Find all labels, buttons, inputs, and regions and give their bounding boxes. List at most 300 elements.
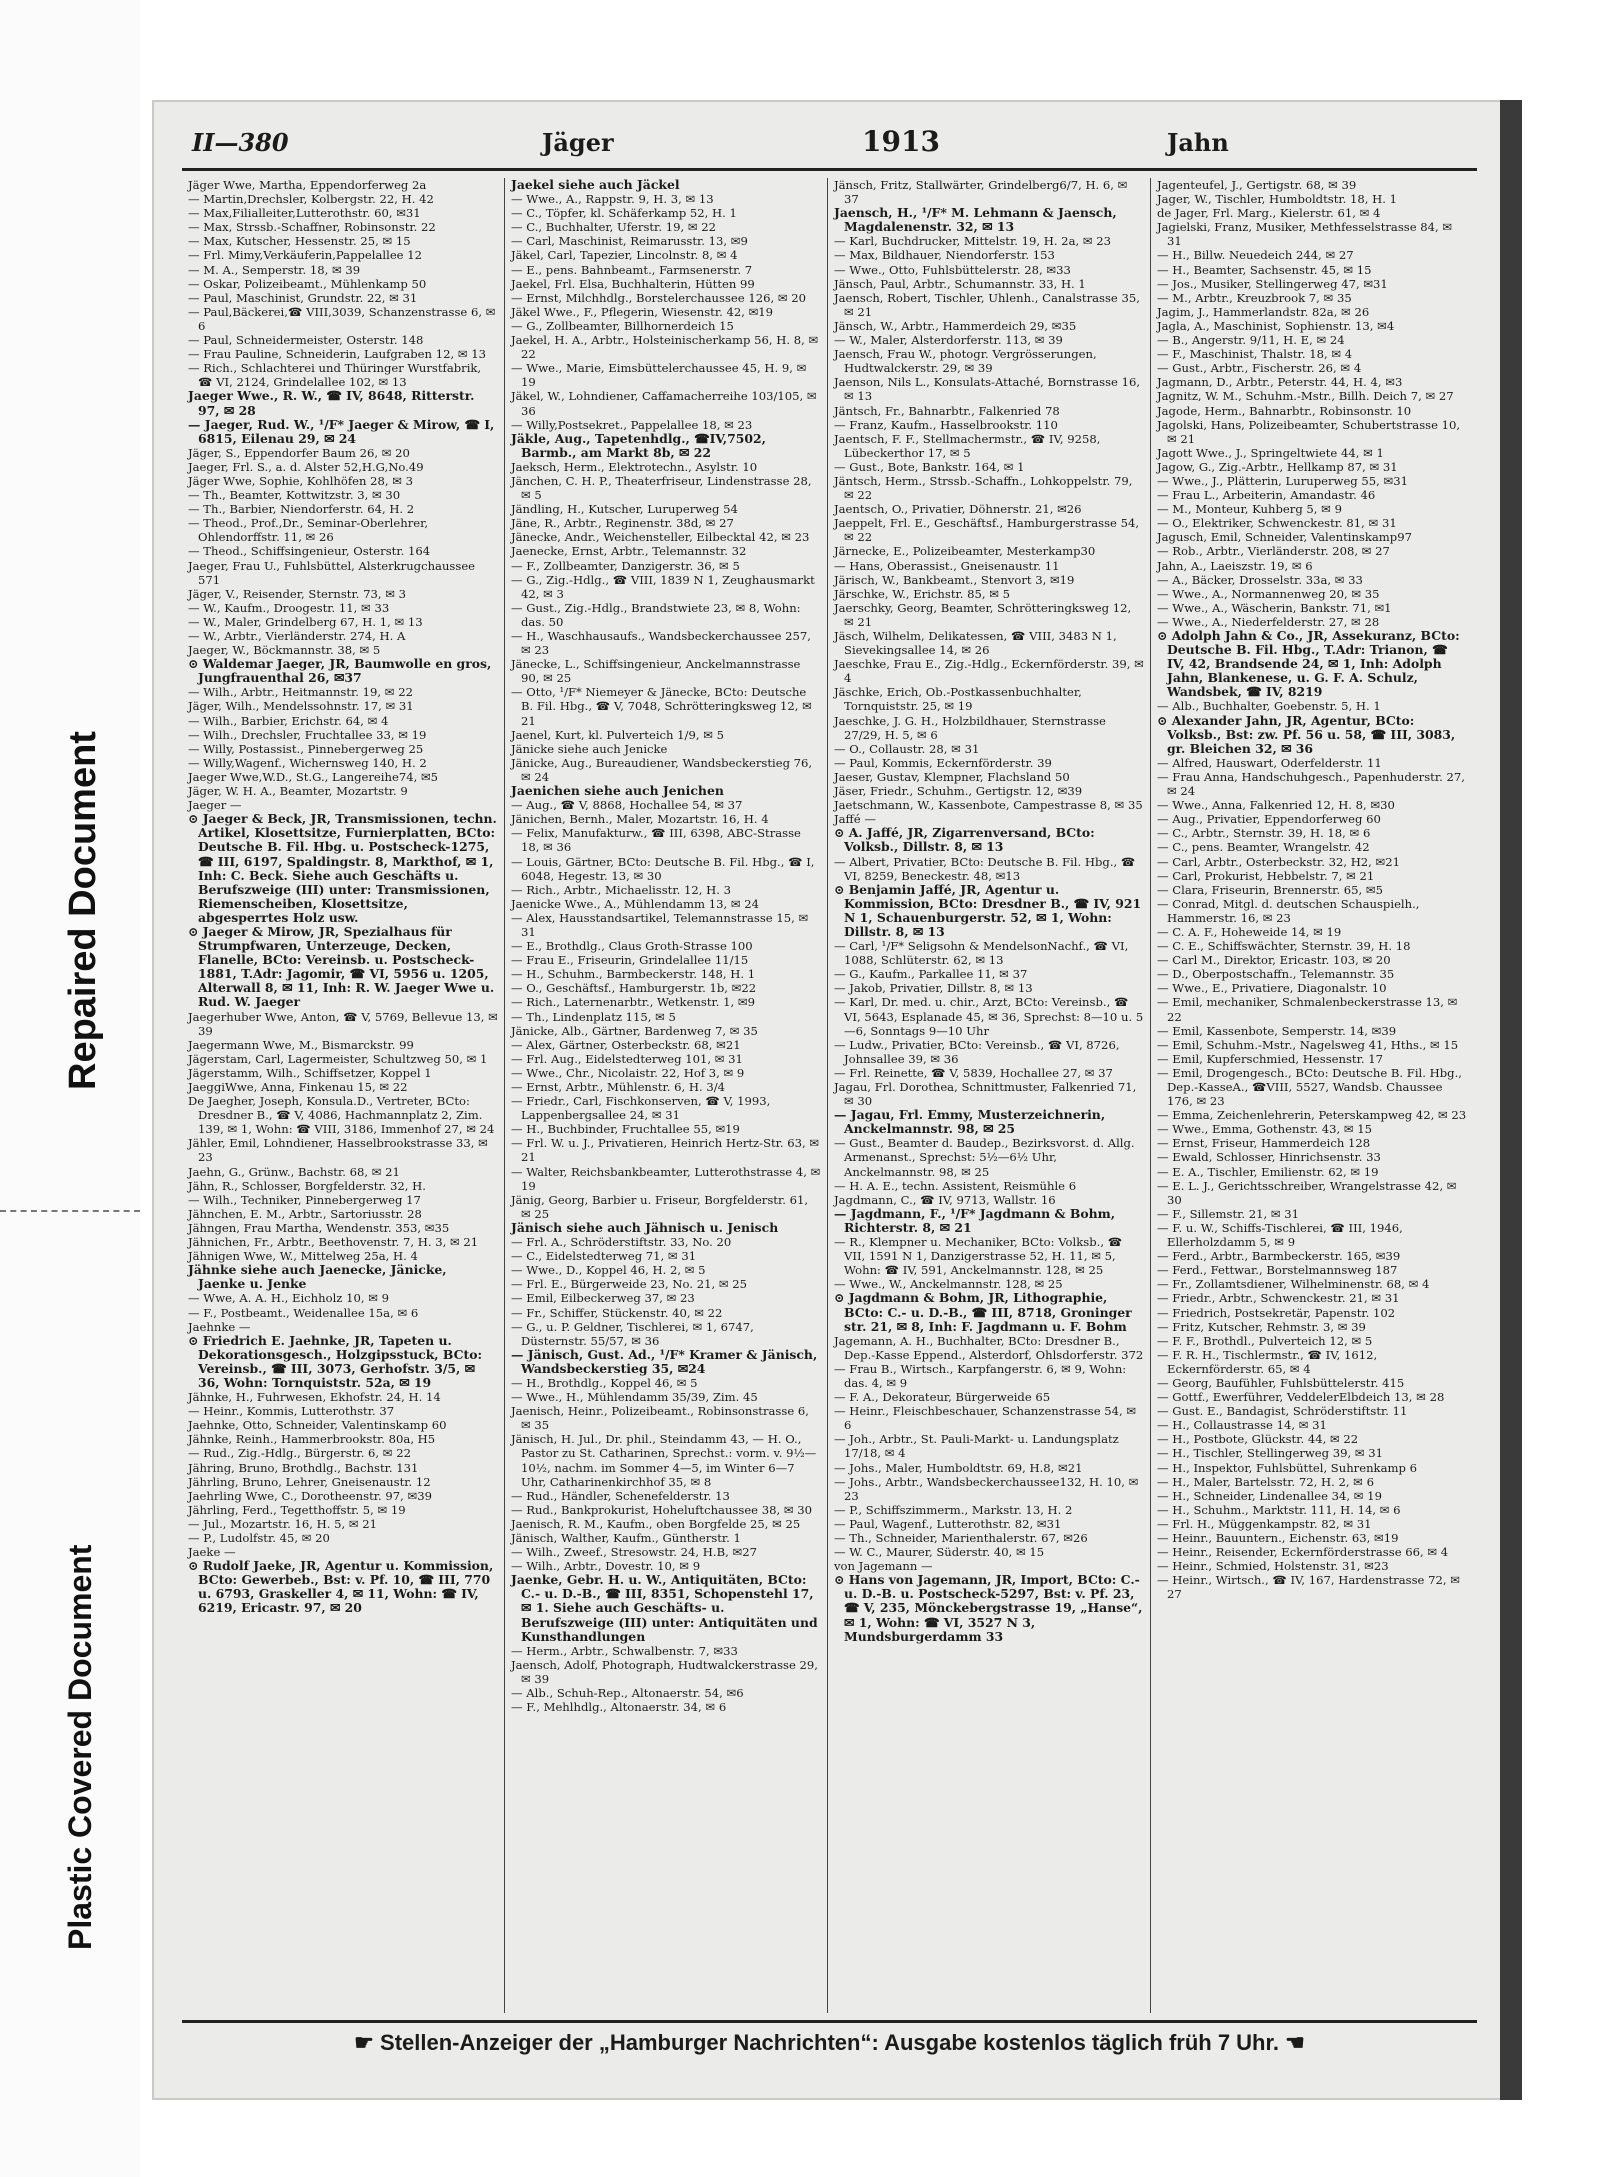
directory-entry: — W., Arbtr., Vierländerstr. 274, H. A	[188, 629, 406, 643]
directory-entry: — Gust., Bote, Bankstr. 164, ✉ 1	[834, 459, 1025, 474]
directory-entry: — M., Monteur, Kuhberg 5, ✉ 9	[1157, 502, 1342, 517]
directory-entry: — Carl, Arbtr., Osterbeckstr. 32, H2, ✉21	[1157, 854, 1401, 869]
directory-entry: — Jaeger, Rud. W., ¹/F* Jaeger & Mirow, ☎ I, 6815, Eilenau 29, ✉ 24	[188, 416, 495, 446]
directory-entry: — Wwe., Emma, Gothenstr. 43, ✉ 15	[1157, 1122, 1372, 1137]
directory-entry: — Johs., Maler, Humboldtstr. 69, H.8, ✉21	[834, 1460, 1083, 1475]
directory-entry: Jähnke, Reinh., Hammerbrookstr. 80a, H5	[188, 1432, 436, 1447]
directory-entry: Jaenisch, R. M., Kaufm., oben Borgfelde 25, ✉ 25	[511, 1516, 801, 1531]
directory-entry: Jäger, V., Reisender, Sternstr. 73, ✉ 3	[188, 586, 406, 601]
directory-entry: — Frau Anna, Handschuhgesch., Papenhuderstr. 27, ✉ 24	[1157, 769, 1465, 799]
directory-entry: Järschke, W., Erichstr. 85, ✉ 5	[834, 586, 1011, 601]
directory-entry: Jäntsch, Herm., Strssb.-Schaffn., Lohkoppelstr. 79, ✉ 22	[834, 473, 1133, 503]
directory-entry: Jänichen, Bernh., Maler, Mozartstr. 16, H. 4	[511, 812, 769, 827]
directory-entry: — Rud., Bankprokurist, Hoheluftchaussee 38, ✉ 30	[511, 1502, 813, 1517]
directory-entry: Jäsch, Wilhelm, Delikatessen, ☎ VIII, 3483 N 1, Sievekingsallee 14, ✉ 26	[834, 629, 1117, 658]
directory-entry: — Wilh., Zweef., Stresowstr. 24, H.B, ✉27	[511, 1545, 757, 1560]
directory-entry: — Herm., Arbtr., Schwalbenstr. 7, ✉33	[511, 1643, 738, 1658]
page-number: II—380	[192, 128, 289, 157]
directory-entry: Jaeke —	[188, 1545, 236, 1560]
directory-entry: — Wwe., A., Niederfelderstr. 27, ✉ 28	[1157, 614, 1380, 629]
directory-entry: — Wwe., Marie, Eimsbüttelerchaussee 45, H. 9, ✉ 19	[511, 361, 807, 390]
directory-entry: — Wwe., A., Rappstr. 9, H. 3, ✉ 13	[511, 192, 714, 207]
directory-entry: — H., Postbote, Glückstr. 44, ✉ 22	[1157, 1432, 1359, 1447]
directory-entry: — Karl, Buchdrucker, Mittelstr. 19, H. 2a, ✉ 23	[834, 234, 1111, 249]
directory-entry: — Frl. H., Müggenkampstr. 82, ✉ 31	[1157, 1516, 1372, 1531]
directory-entry: Jaenel, Kurt, kl. Pulverteich 1/9, ✉ 5	[511, 727, 724, 742]
directory-entry: — Wwe, A. A. H., Eichholz 10, ✉ 9	[188, 1291, 389, 1306]
directory-entry: Jäntsch, Fr., Bahnarbtr., Falkenried 78	[834, 403, 1060, 418]
directory-entry: — Alb., Buchhalter, Goebenstr. 5, H. 1	[1157, 699, 1381, 714]
directory-entry: — F., Postbeamt., Weidenallee 15a, ✉ 6	[188, 1305, 419, 1320]
directory-entry: Jagla, A., Maschinist, Sophienstr. 13, ✉4	[1157, 318, 1395, 333]
directory-entry: — H., Tischler, Stellingerweg 39, ✉ 31	[1157, 1446, 1384, 1461]
directory-entry: Jähnigen Wwe, W., Mittelweg 25a, H. 4	[188, 1249, 418, 1264]
directory-entry: — Emil, Eilbeckerweg 37, ✉ 23	[511, 1291, 695, 1306]
directory-entry: Jaeppelt, Frl. E., Geschäftsf., Hamburgerstrasse 54, ✉ 22	[834, 516, 1140, 545]
directory-entry: — H., Maler, Bartelsstr. 72, H. 2, ✉ 6	[1157, 1474, 1374, 1489]
directory-entry: Jänig, Georg, Barbier u. Friseur, Borgfelderstr. 61, ✉ 25	[511, 1192, 809, 1221]
directory-entry: Jänchen, C. H. P., Theaterfriseur, Lindenstrasse 28, ✉ 5	[511, 473, 812, 503]
directory-entry: Jaensch, Robert, Tischler, Uhlenh., Canalstrasse 35, ✉ 21	[834, 290, 1140, 319]
directory-entry: — F., Zollbeamter, Danzigerstr. 36, ✉ 5	[511, 558, 740, 573]
directory-entry: ⊙ Waldemar Jaeger, JR, Baumwolle en gros, Jungfrauenthal 26, ✉37	[188, 656, 492, 686]
directory-entry: — Willy,Wagenf., Wichernsweg 140, H. 2	[188, 755, 427, 770]
directory-entry: — Alex, Gärtner, Osterbeckstr. 68, ✉21	[511, 1037, 741, 1052]
directory-entry: Jähnke siehe auch Jaenecke, Jänicke, Jaenke u. Jenke	[188, 1262, 447, 1292]
directory-entry: — G., Zig.-Hdlg., ☎ VIII, 1839 N 1, Zeughausmarkt 42, ✉ 3	[511, 572, 815, 601]
footer-rule	[182, 2020, 1477, 2023]
pointing-hand-left-icon: ☛	[354, 2030, 374, 2055]
directory-entry: Jänisch, Walther, Kaufm., Güntherstr. 1	[511, 1531, 741, 1545]
directory-entry: — Max, Kutscher, Hessenstr. 25, ✉ 15	[188, 234, 411, 249]
directory-entry: — E. A., Tischler, Emilienstr. 62, ✉ 19	[1157, 1164, 1379, 1179]
directory-entry: — F. u. W., Schiffs-Tischlerei, ☎ III, 1946, Ellerholzdamm 5, ✉ 9	[1157, 1220, 1403, 1250]
directory-entry: Jaeger Wwe,W.D., St.G., Langereihe74, ✉5	[188, 769, 439, 784]
directory-entry: — W., Kaufm., Droogestr. 11, ✉ 33	[188, 600, 390, 615]
directory-entry: — C., Eidelstedterweg 71, ✉ 31	[511, 1249, 697, 1264]
directory-entry: — Heinr., Reisender, Eckernförderstrasse 66, ✉ 4	[1157, 1545, 1449, 1560]
directory-entry: — Heinr., Wirtsch., ☎ IV, 167, Hardenstrasse 72, ✉ 27	[1157, 1573, 1460, 1602]
directory-entry: de Jager, Frl. Marg., Kielerstr. 61, ✉ 4	[1157, 206, 1381, 221]
directory-entry: — Hans, Oberassist., Gneisenaustr. 11	[834, 558, 1060, 573]
directory-entry: — F. R. H., Tischlermstr., ☎ IV, 1612, Eckernförderstr. 65, ✉ 4	[1157, 1347, 1378, 1376]
directory-entry: — Ewald, Schlosser, Hinrichsenstr. 33	[1157, 1150, 1381, 1165]
directory-entry: Jänecke, L., Schiffsingenieur, Anckelmannstrasse 90, ✉ 25	[511, 657, 801, 686]
directory-entry: — Frau E., Friseurin, Grindelallee 11/15	[511, 953, 749, 968]
directory-entry: — F. F., Brothdl., Pulverteich 12, ✉ 5	[1157, 1333, 1373, 1348]
directory-entry: Jägerstam, Carl, Lagermeister, Schultzweg 50, ✉ 1	[188, 1051, 488, 1066]
directory-entry: — Th., Schneider, Marienthalerstr. 67, ✉26	[834, 1531, 1088, 1545]
directory-entry: — Wwe., A., Wäscherin, Bankstr. 71, ✉1	[1157, 600, 1392, 615]
directory-entry: — H., Brothdlg., Koppel 46, ✉ 5	[511, 1375, 698, 1390]
directory-entry: — Th., Beamter, Kottwitzstr. 3, ✉ 30	[188, 488, 401, 503]
directory-entry: Järnecke, E., Polizeibeamter, Mesterkamp30	[834, 544, 1096, 559]
directory-entry: Jänicke siehe auch Jenicke	[511, 741, 668, 756]
directory-entry: — Th., Lindenplatz 115, ✉ 5	[511, 1009, 676, 1024]
directory-entry: Jaeser, Gustav, Klempner, Flachsland 50	[834, 769, 1070, 784]
directory-entry: ⊙ Benjamin Jaffé, JR, Agentur u. Kommission, BCto: Dresdner B., ☎ IV, 921 N 1, Schauenburgerstr. 52, ✉ 1, Wohn: Dillstr. 8, ✉ 13	[834, 881, 1142, 939]
directory-entry: — Emil, Kassenbote, Semperstr. 14, ✉39	[1157, 1023, 1397, 1038]
directory-entry: — C., Arbtr., Sternstr. 39, H. 18, ✉ 6	[1157, 826, 1371, 841]
directory-entry: Jäkel, Carl, Tapezier, Lincolnstr. 8, ✉ 4	[511, 248, 738, 263]
directory-entry: Jänisch siehe auch Jähnisch u. Jenisch	[511, 1219, 779, 1235]
directory-entry: — Aug., ☎ V, 8868, Hochallee 54, ✉ 37	[511, 798, 743, 813]
directory-entry: Järisch, W., Bankbeamt., Stenvort 3, ✉19	[834, 572, 1075, 587]
directory-entry: — Gust. E., Bandagist, Schröderstiftstr. 11	[1157, 1404, 1408, 1419]
directory-entry: — Frau Pauline, Schneiderin, Laufgraben 12, ✉ 13	[188, 347, 486, 362]
directory-entry: — Wilh., Drechsler, Fruchtallee 33, ✉ 19	[188, 727, 427, 742]
directory-entry: — W., Maler, Alsterdorferstr. 113, ✉ 39	[834, 333, 1063, 348]
directory-entry: Jagode, Herm., Bahnarbtr., Robinsonstr. 10	[1157, 403, 1412, 418]
directory-entry: — Jos., Musiker, Stellingerweg 47, ✉31	[1157, 276, 1388, 291]
directory-entry: Jaekel siehe auch Jäckel	[511, 178, 680, 192]
directory-entry: Jähler, Emil, Lohndiener, Hasselbrookstrasse 33, ✉ 23	[188, 1136, 488, 1165]
directory-entry: Jäger, W. H. A., Beamter, Mozartstr. 9	[188, 784, 408, 799]
directory-entry: Jäne, R., Arbtr., Reginenstr. 38d, ✉ 27	[511, 516, 734, 531]
directory-entry: — Wilh., Techniker, Pinnebergerweg 17	[188, 1192, 421, 1207]
directory-entry: — Ernst, Milchhdlg., Borstelerchaussee 126, ✉ 20	[511, 290, 806, 305]
directory-entry: — H., Waschhausaufs., Wandsbeckerchaussee 257, ✉ 23	[511, 629, 811, 658]
directory-entry: Jaegerhuber Wwe, Anton, ☎ V, 5769, Bellevue 13, ✉ 39	[188, 1009, 498, 1038]
directory-entry: Jaerschky, Georg, Beamter, Schrötteringksweg 12, ✉ 21	[834, 600, 1132, 629]
directory-entry: — Emil, Drogengesch., BCto: Deutsche B. Fil. Hbg., Dep.-KasseA., ☎VIII, 5527, Wandsb. Chaussee 176, ✉ 23	[1157, 1065, 1462, 1109]
directory-entry: — C., Töpfer, kl. Schäferkamp 52, H. 1	[511, 206, 737, 221]
column-3	[828, 178, 1151, 2013]
directory-entry: Jagusch, Emil, Schneider, Valentinskamp97	[1157, 530, 1412, 545]
directory-entry: — Rich., Arbtr., Michaelisstr. 12, H. 3	[511, 882, 731, 897]
directory-entry: Jaenecke, Ernst, Arbtr., Telemannstr. 32	[511, 544, 747, 559]
directory-entry: — Wwe., J., Plätterin, Luruperweg 55, ✉31	[1157, 473, 1409, 488]
directory-entry: — Wwe., Otto, Fuhlsbüttelerstr. 28, ✉33	[834, 262, 1071, 277]
directory-entry: — Ferd., Arbtr., Barmbeckerstr. 165, ✉39	[1157, 1249, 1401, 1264]
directory-entry: ⊙ Rudolf Jaeke, JR, Agentur u. Kommission, BCto: Gewerbeb., Bst: v. Pf. 10, ☎ III, 770 u. 6793, Graskeller 4, ✉ 11, Wohn: ☎ IV, 6219, Ericastr. 97, ✉ 20	[188, 1558, 494, 1616]
directory-entry: ⊙ Hans von Jagemann, JR, Import, BCto: C.- u. D.-B. u. Postscheck-5297, Bst: v. Pf. 23, ☎ V, 235, Mönckebergstrasse 19, „Hanse“, ✉ 1, Wohn: ☎ VI, 3527 N 3, Mundsburgerdamm 33	[834, 1572, 1143, 1644]
directory-entry: Jaekel, H. A., Arbtr., Holsteinischerkamp 56, H. 8, ✉ 22	[511, 333, 819, 362]
directory-entry: Jaeger, Frau U., Fuhlsbüttel, Alsterkrugchaussee 571	[188, 558, 476, 587]
directory-entry: — C., pens. Beamter, Wrangelstr. 42	[1157, 840, 1370, 855]
directory-entry: — Willy, Postassist., Pinnebergerweg 25	[188, 741, 424, 756]
page-binding-edge	[1500, 100, 1522, 2100]
directory-entry: — Alfred, Hauswart, Oderfelderstr. 11	[1157, 755, 1382, 770]
directory-entry: — O., Collaustr. 28, ✉ 31	[834, 741, 980, 756]
directory-entry: Jänicke, Aug., Bureaudiener, Wandsbeckerstieg 76, ✉ 24	[511, 755, 813, 784]
directory-entry: Jähngen, Frau Martha, Wendenstr. 353, ✉35	[188, 1220, 450, 1235]
directory-entry: Jäkel, W., Lohndiener, Caffamacherreihe 103/105, ✉ 36	[511, 389, 817, 418]
directory-entry: — Wilh., Arbtr., Heitmannstr. 19, ✉ 22	[188, 685, 413, 700]
directory-entry: Jänsch, W., Arbtr., Hammerdeich 29, ✉35	[834, 318, 1077, 333]
directory-entry: Jaehrling Wwe, C., Dorotheenstr. 97, ✉39	[188, 1488, 432, 1503]
directory-entry: — C. A. F., Hoheweide 14, ✉ 19	[1157, 924, 1342, 939]
directory-entry: — Rob., Arbtr., Vierländerstr. 208, ✉ 27	[1157, 544, 1390, 559]
directory-entry: Jaentsch, O., Privatier, Döhnerstr. 21, ✉26	[834, 502, 1082, 517]
directory-entry: — Fr., Zollamtsdiener, Wilhelminenstr. 68, ✉ 4	[1157, 1277, 1430, 1292]
directory-entry: — W. C., Maurer, Süderstr. 40, ✉ 15	[834, 1545, 1045, 1560]
directory-entry: — H., Beamter, Sachsenstr. 45, ✉ 15	[1157, 262, 1372, 277]
directory-entry: Jaegermann Wwe, M., Bismarckstr. 99	[188, 1037, 414, 1052]
directory-entry: — Franz, Kaufm., Hasselbrookstr. 110	[834, 417, 1058, 432]
directory-entry: — Wwe., E., Privatiere, Diagonalstr. 10	[1157, 981, 1387, 996]
directory-entry: — Willy,Postsekret., Pappelallee 18, ✉ 23	[511, 417, 753, 432]
directory-entry: — F. A., Dekorateur, Bürgerweide 65	[834, 1390, 1051, 1405]
directory-entry: — Alb., Schuh-Rep., Altonaerstr. 54, ✉6	[511, 1686, 744, 1701]
directory-entry: — Otto, ¹/F* Niemeyer & Jänecke, BCto: Deutsche B. Fil. Hbg., ☎ V, 7048, Schrötteringksweg 12, ✉ 21	[511, 685, 812, 728]
directory-entry: — Paul, Schneidermeister, Osterstr. 148	[188, 333, 424, 348]
directory-entry: — Heinr., Bauuntern., Eichenstr. 63, ✉19	[1157, 1531, 1399, 1545]
directory-entry: — Frau B., Wirtsch., Karpfangerstr. 6, ✉ 9, Wohn: das. 4, ✉ 9	[834, 1361, 1127, 1390]
directory-entry: — E., Brothdlg., Claus Groth-Strasse 100	[511, 939, 753, 954]
directory-entry: Jaenichen siehe auch Jenichen	[511, 783, 724, 799]
directory-entry: Jaeschke, Frau E., Zig.-Hdlg., Eckernförderstr. 39, ✉ 4	[834, 657, 1144, 686]
directory-entry: — A., Bäcker, Drosselstr. 33a, ✉ 33	[1157, 572, 1363, 587]
directory-entry: — H., Inspektor, Fuhlsbüttel, Suhrenkamp 6	[1157, 1460, 1417, 1475]
directory-entry: Jährling, Ferd., Tegetthoffstr. 5, ✉ 19	[188, 1502, 406, 1517]
directory-entry: — Paul, Maschinist, Grundstr. 22, ✉ 31	[188, 290, 418, 305]
directory-entry: — Gottf., Ewerführer, VeddelerElbdeich 13, ✉ 28	[1157, 1390, 1445, 1405]
directory-entry: — B., Angerstr. 9/11, H. E, ✉ 24	[1157, 333, 1345, 348]
directory-entry: Jagow, G., Zig.-Arbtr., Hellkamp 87, ✉ 31	[1157, 459, 1398, 474]
directory-entry: De Jaegher, Joseph, Konsula.D., Vertreter, BCto: Dresdner B., ☎ V, 4086, Hachmannplatz 2, Zim. 139, ✉ 1, Wohn: ☎ VIII, 3186, Immenhof 27, ✉ 24	[188, 1094, 495, 1137]
header-first-word: Jäger	[542, 128, 614, 157]
footer-advert-text: Stellen-Anzeiger der „Hamburger Nachrichten“: Ausgabe kostenlos täglich früh 7 Uhr.	[380, 2030, 1279, 2055]
directory-entry: — Jul., Mozartstr. 16, H. 5, ✉ 21	[188, 1516, 377, 1531]
directory-entry: — Heinr., Kommis, Lutterothstr. 37	[188, 1404, 395, 1419]
directory-entry: Jänecke, Andr., Weichensteller, Eilbecktal 42, ✉ 23	[511, 530, 810, 545]
directory-entry: — Wilh., Barbier, Erichstr. 64, ✉ 4	[188, 713, 389, 728]
directory-entry: Jaeger —	[188, 798, 242, 813]
directory-entry: Jändling, H., Kutscher, Luruperweg 54	[511, 502, 738, 517]
directory-entry: — Paul, Kommis, Eckernförderstr. 39	[834, 755, 1052, 770]
directory-entry: — Paul,Bäckerei,☎ VIII,3039, Schanzenstrasse 6, ✉ 6	[188, 304, 496, 333]
directory-entry: — H., Collaustrasse 14, ✉ 31	[1157, 1418, 1327, 1433]
directory-entry: Jägerstamm, Wilh., Schiffsetzer, Koppel 1	[188, 1065, 432, 1080]
directory-entry: — F., Mehlhdlg., Altonaerstr. 34, ✉ 6	[511, 1700, 727, 1715]
directory-entry: — H., Schneider, Lindenallee 34, ✉ 19	[1157, 1488, 1382, 1503]
directory-entry: — R., Klempner u. Mechaniker, BCto: Volksb., ☎ VII, 1591 N 1, Danzigerstrasse 52, H. 11, ✉ 5, Wohn: ☎ IV, 591, Anckelmannstr. 128, ✉ 25	[834, 1235, 1123, 1278]
directory-entry: — M. A., Semperstr. 18, ✉ 39	[188, 262, 361, 277]
directory-entry: — Ferd., Fettwar., Borstelmannsweg 187	[1157, 1263, 1398, 1278]
directory-entry: — Theod., Prof.,Dr., Seminar-Oberlehrer, Ohlendorffstr. 11, ✉ 26	[188, 516, 429, 545]
directory-entry: Jäger, S., Eppendorfer Baum 26, ✉ 20	[188, 445, 410, 460]
directory-entry: — Rud., Händler, Schenefelderstr. 13	[511, 1488, 730, 1503]
directory-entry: Jaentsch, F. F., Stellmachermstr., ☎ IV, 9258, Lübeckerthor 17, ✉ 5	[834, 431, 1101, 460]
directory-entry: Jagemann, A. H., Buchhalter, BCto: Dresdner B., Dep.-Kasse Eppend., Alsterdorf, Ohlsdorferstr. 372	[834, 1333, 1144, 1362]
directory-entry: Jaetschmann, W., Kassenbote, Campestrasse 8, ✉ 35	[834, 798, 1143, 813]
directory-entry: — G., Zollbeamter, Billhornerdeich 15	[511, 318, 734, 333]
directory-entry: — Jänisch, Gust. Ad., ¹/F* Kramer & Jänisch, Wandsbeckerstieg 35, ✉24	[511, 1346, 818, 1376]
directory-entry: — Max, Bildhauer, Niendorferstr. 153	[834, 248, 1055, 263]
directory-entry: — Joh., Arbtr., St. Pauli-Markt- u. Landungsplatz 17/18, ✉ 4	[834, 1432, 1119, 1461]
column-2	[505, 178, 828, 2013]
directory-entry: — F., Sillemstr. 21, ✉ 31	[1157, 1206, 1300, 1221]
directory-entry: — Heinr., Schmied, Holstenstr. 31, ✉23	[1157, 1559, 1389, 1574]
directory-entry: — Martin,Drechsler, Kolbergstr. 22, H. 42	[188, 192, 434, 207]
directory-entry: ⊙ Adolph Jahn & Co., JR, Assekuranz, BCto: Deutsche B. Fil. Hbg., T.Adr: Trianon, ☎ IV, 42, Brandsende 24, ✉ 1, Inh: Adolph Jahn, Blankenese, u. G. F. A. Schulz, Wandsbek, ☎ IV, 8219	[1157, 628, 1460, 700]
directory-entry: — C., Buchhalter, Uferstr. 19, ✉ 22	[511, 220, 716, 235]
directory-entry: — O., Geschäftsf., Hamburgerstr. 1b, ✉22	[511, 981, 757, 996]
directory-entry: Jäser, Friedr., Schuhm., Gertigstr. 12, ✉39	[834, 784, 1083, 799]
repaired-document-label: Repaired Document	[62, 731, 104, 1090]
directory-entry: Jaekel, Frl. Elsa, Buchhalterin, Hütten 99	[511, 276, 755, 291]
directory-entry: Jagenteufel, J., Gertigstr. 68, ✉ 39	[1157, 178, 1357, 192]
directory-entry: Jaeschke, J. G. H., Holzbildhauer, Sternstrasse 27/29, H. 5, ✉ 6	[834, 713, 1106, 742]
directory-entry: ⊙ Friedrich E. Jaehnke, JR, Tapeten u. Dekorationsgesch., Holzgipsstuck, BCto: Vereinsb., ☎ III, 3073, Gerhofstr. 3/5, ✉ 36, Wohn: Tornquiststr. 52a, ✉ 19	[188, 1332, 483, 1390]
column-1	[182, 178, 505, 2013]
directory-entry: Jähnke, H., Fuhrwesen, Ekhofstr. 24, H. 14	[188, 1390, 441, 1405]
directory-columns	[182, 178, 1477, 2013]
directory-entry: — G., u. P. Geldner, Tischlerei, ✉ 1, 6747, Düsternstr. 55/57, ✉ 36	[511, 1319, 754, 1348]
directory-entry: — Frl. Reinette, ☎ V, 5839, Hochallee 27, ✉ 37	[834, 1065, 1113, 1080]
directory-entry: ⊙ Jagdmann & Bohm, JR, Lithographie, BCto: C.- u. D.-B., ☎ III, 8718, Groninger str. 21, ✉ 8, Inh: F. Jagdmann u. F. Bohm	[834, 1290, 1132, 1334]
directory-entry: — Friedr., Arbtr., Schwenckestr. 21, ✉ 31	[1157, 1291, 1400, 1306]
directory-entry: — Fr., Schiffer, Stückenstr. 40, ✉ 22	[511, 1305, 723, 1320]
directory-entry: Jaeksch, Herm., Elektrotechn., Asylstr. 10	[511, 459, 758, 474]
directory-entry: Jäger Wwe, Sophie, Kohlhöfen 28, ✉ 3	[188, 473, 414, 488]
scan-margin	[0, 0, 140, 2177]
directory-entry: — Emil, mechaniker, Schmalenbeckerstrasse 13, ✉ 22	[1157, 995, 1458, 1024]
header-last-word: Jahn	[1167, 128, 1229, 157]
directory-entry: Jager, W., Tischler, Humboldtstr. 18, H. 1	[1157, 192, 1397, 207]
directory-entry: Jaeger, Frl. S., a. d. Alster 52,H.G,No.49	[188, 459, 424, 474]
directory-entry: Jäger, Wilh., Mendelssohnstr. 17, ✉ 31	[188, 699, 414, 714]
directory-entry: — Max, Strssb.-Schaffner, Robinsonstr. 22	[188, 220, 436, 235]
plastic-covered-document-label: Plastic Covered Document	[62, 1544, 98, 1950]
directory-entry: Jänisch, H. Jul., Dr. phil., Steindamm 43, — H. O., Pastor zu St. Catharinen, Sprechst.: vorm. v. 9½—10½, nachm. im Sommer 4—5, im Winter 6—7 Uhr, Catharinenkirchhof 35, ✉ 8	[511, 1432, 817, 1489]
directory-entry: Jaenke, Gebr. H. u. W., Antiquitäten, BCto: C.- u. D.-B., ☎ III, 8351, Schopenstehl 17, ✉ 1. Siehe auch Geschäfts- u. Berufszweige (III) unter: Antiquitäten und Kunsthandlungen	[511, 1572, 818, 1644]
directory-entry: — Frl. A., Schröderstiftstr. 33, No. 20	[511, 1235, 732, 1250]
directory-entry: — Wwe., W., Anckelmannstr. 128, ✉ 25	[834, 1277, 1063, 1292]
directory-entry: — H., Buchbinder, Fruchtallee 55, ✉19	[511, 1122, 740, 1137]
directory-entry: — Wwe., D., Koppel 46, H. 2, ✉ 5	[511, 1263, 706, 1278]
directory-entry: — Frl. Mimy,Verkäuferin,Pappelallee 12	[188, 248, 422, 263]
directory-entry: Jaeger, W., Böckmannstr. 38, ✉ 5	[188, 643, 381, 658]
directory-entry: — Heinr., Fleischbeschauer, Schanzenstrasse 54, ✉ 6	[834, 1404, 1137, 1433]
directory-entry: — E. L. J., Gerichtsschreiber, Wrangelstrasse 42, ✉ 30	[1157, 1178, 1457, 1207]
directory-entry: — Felix, Manufakturw., ☎ III, 6398, ABC-Strasse 18, ✉ 36	[511, 826, 801, 855]
directory-entry: ⊙ Jaeger & Mirow, JR, Spezialhaus für Strumpfwaren, Unterzeuge, Decken, Flanelle, BCto: Vereinsb. u. Postscheck- 1881, T.Adr: Jagomir, ☎ VI, 5956 u. 1205, Alterwall 8, ✉ 11, Inh: R. W. Jaeger Wwe u. Rud. W. Jaeger	[188, 923, 495, 1010]
directory-entry: — H., Billw. Neuedeich 244, ✉ 27	[1157, 248, 1354, 263]
directory-entry: — Jagdmann, F., ¹/F* Jagdmann & Bohm, Richterstr. 8, ✉ 21	[834, 1205, 1116, 1235]
directory-entry: ⊙ Jaeger & Beck, JR, Transmissionen, techn. Artikel, Klosettsitze, Furnierplatten, BCto: Deutsche B. Fil. Hbg. u. Postscheck-1275, ☎ III, 6197, Spaldingstr. 8, Markthof, ✉ 1, Inh: C. Beck. Siehe auch Geschäfts u. Berufszweige (III) unter: Transmissionen, Riemenscheiben, Klosettsitze, abgesperrtes Holz usw.	[188, 811, 497, 925]
directory-entry: — Johs., Arbtr., Wandsbeckerchaussee132, H. 10, ✉ 23	[834, 1474, 1139, 1503]
directory-entry: — Frl. W. u. J., Privatieren, Heinrich Hertz-Str. 63, ✉ 21	[511, 1136, 820, 1165]
directory-entry: Jaehn, G., Grünw., Bachstr. 68, ✉ 21	[188, 1164, 400, 1179]
directory-entry: — Emma, Zeichenlehrerin, Peterskampweg 42, ✉ 23	[1157, 1108, 1467, 1123]
directory-entry: — Friedrich, Postsekretär, Papenstr. 102	[1157, 1305, 1396, 1320]
directory-entry: Jagott Wwe., J., Springeltwiete 44, ✉ 1	[1157, 445, 1384, 460]
directory-entry: — Wilh., Arbtr., Dovestr. 10, ✉ 9	[511, 1559, 701, 1574]
directory-entry: — Th., Barbier, Niendorferstr. 64, H. 2	[188, 502, 415, 517]
directory-entry: ⊙ A. Jaffé, JR, Zigarrenversand, BCto: Volksb., Dillstr. 8, ✉ 13	[834, 825, 1095, 855]
directory-entry: — Albert, Privatier, BCto: Deutsche B. Fil. Hbg., ☎ VI, 8259, Beneckestr. 48, ✉13	[834, 854, 1136, 883]
directory-entry: — Karl, Dr. med. u. chir., Arzt, BCto: Vereinsb., ☎ VI, 5643, Esplanade 45, ✉ 36, Sprechst: 8—10 u. 5—6, Sonntags 9—10 Uhr	[834, 995, 1144, 1038]
directory-entry: — Friedr., Carl, Fischkonserven, ☎ V, 1993, Lappenbergsallee 24, ✉ 31	[511, 1094, 771, 1123]
directory-entry: — Theod., Schiffsingenieur, Osterstr. 164	[188, 544, 431, 559]
directory-entry: — Ludw., Privatier, BCto: Vereinsb., ☎ VI, 8726, Johnsallee 39, ✉ 36	[834, 1037, 1120, 1066]
directory-entry: — Frl. E., Bürgerweide 23, No. 21, ✉ 25	[511, 1277, 747, 1292]
directory-entry: — Gust., Beamter d. Baudep., Bezirksvorst. d. Allg. Armenanst., Sprechst: 5½—6½ Uhr, Anckelmannstr. 98, ✉ 25	[834, 1136, 1135, 1179]
directory-entry: — Carl, Maschinist, Reimarusstr. 13, ✉9	[511, 234, 748, 249]
directory-entry: — Paul, Wagenf., Lutterothstr. 82, ✉31	[834, 1516, 1062, 1531]
directory-entry: Jäger Wwe, Martha, Eppendorferweg 2a	[188, 178, 427, 192]
directory-entry: Jaenicke Wwe., A., Mühlendamm 13, ✉ 24	[511, 896, 759, 911]
directory-page	[152, 100, 1522, 2100]
directory-entry: ⊙ Alexander Jahn, JR, Agentur, BCto: Volksb., Bst: zw. Pf. 56 u. 58, ☎ III, 3083, gr. Bleichen 32, ✉ 36	[1157, 712, 1456, 756]
directory-entry: — Max,Filialleiter,Lutterothstr. 60, ✉31	[188, 206, 421, 221]
pointing-hand-right-icon: ☚	[1285, 2030, 1305, 2055]
directory-entry: — Gust., Arbtr., Fischerstr. 26, ✉ 4	[1157, 361, 1362, 376]
directory-entry: — M., Arbtr., Kreuzbrook 7, ✉ 35	[1157, 290, 1352, 305]
directory-entry: — Rud., Zig.-Hdlg., Bürgerstr. 6, ✉ 22	[188, 1446, 411, 1461]
directory-entry: — Alex, Hausstandsartikel, Telemannstrasse 15, ✉ 31	[511, 910, 809, 939]
directory-entry: Jäschke, Erich, Ob.-Postkassenbuchhalter, Tornquiststr. 25, ✉ 19	[834, 685, 1082, 714]
directory-entry: — P., Schiffszimmerm., Markstr. 13, H. 2	[834, 1502, 1073, 1517]
directory-entry: — Aug., Privatier, Eppendorferweg 60	[1157, 812, 1381, 827]
directory-entry: — Frau L., Arbeiterin, Amandastr. 46	[1157, 488, 1376, 503]
directory-entry: Jagnitz, W. M., Schuhm.-Mstr., Billh. Deich 7, ✉ 27	[1157, 389, 1454, 404]
directory-entry: — Oskar, Polizeibeamt., Mühlenkamp 50	[188, 276, 427, 291]
directory-entry: — Wwe., Anna, Falkenried 12, H. 8, ✉30	[1157, 798, 1395, 813]
directory-entry: — H., Schuhm., Marktstr. 111, H. 14, ✉ 6	[1157, 1502, 1401, 1517]
directory-entry: — Carl M., Direktor, Ericastr. 103, ✉ 20	[1157, 953, 1391, 968]
directory-entry: — F., Maschinist, Thalstr. 18, ✉ 4	[1157, 347, 1353, 362]
directory-entry: Jähnichen, Fr., Arbtr., Beethovenstr. 7, H. 3, ✉ 21	[188, 1235, 479, 1250]
directory-entry: — H. A. E., techn. Assistent, Reismühle 6	[834, 1178, 1077, 1193]
directory-entry: Jänsch, Paul, Arbtr., Schumannstr. 33, H. 1	[834, 276, 1086, 291]
directory-entry: — Wwe., Chr., Nicolaistr. 22, Hof 3, ✉ 9	[511, 1065, 745, 1080]
directory-entry: — D., Oberpostschaffn., Telemannstr. 35	[1157, 967, 1395, 982]
directory-entry: — Gust., Zig.-Hdlg., Brandstwiete 23, ✉ 8, Wohn: das. 50	[511, 600, 801, 629]
directory-entry: Jährling, Bruno, Lehrer, Gneisenaustr. 12	[188, 1474, 431, 1489]
directory-entry: — Jagau, Frl. Emmy, Musterzeichnerin, Anckelmannstr. 98, ✉ 25	[834, 1107, 1106, 1137]
directory-entry: — Louis, Gärtner, BCto: Deutsche B. Fil. Hbg., ☎ I, 6048, Hegestr. 13, ✉ 30	[511, 854, 815, 883]
directory-entry: — Fritz, Kutscher, Rehmstr. 3, ✉ 39	[1157, 1319, 1366, 1334]
directory-entry: — Frl. Aug., Eidelstedterweg 101, ✉ 31	[511, 1051, 743, 1066]
directory-entry: — Clara, Friseurin, Brennerstr. 65, ✉5	[1157, 882, 1383, 897]
directory-entry: — Rich., Schlachterei und Thüringer Wurstfabrik, ☎ VI, 2124, Grindelallee 102, ✉ 13	[188, 361, 482, 390]
directory-entry: Jagielski, Franz, Musiker, Methfesselstrasse 84, ✉ 31	[1157, 220, 1453, 249]
directory-entry: Jaenisch, Heinr., Polizeibeamt., Robinsonstrasse 6, ✉ 35	[511, 1404, 809, 1433]
directory-entry: Jaffé —	[834, 812, 876, 827]
directory-entry: Jagim, J., Hammerlandstr. 82a, ✉ 26	[1157, 304, 1370, 319]
directory-entry: Jäkel Wwe., F., Pflegerin, Wiesenstr. 42, ✉19	[511, 304, 774, 319]
directory-entry: Jaensch, Frau W., photogr. Vergrösserungen, Hudtwalckerstr. 29, ✉ 39	[834, 347, 1097, 376]
directory-entry: — E., pens. Bahnbeamt., Farmsenerstr. 7	[511, 262, 753, 277]
header-year: 1913	[862, 125, 940, 158]
directory-entry: — C. E., Schiffswächter, Sternstr. 39, H. 18	[1157, 939, 1411, 954]
directory-entry: — P., Ludolfstr. 45, ✉ 20	[188, 1531, 330, 1545]
directory-entry: — Walter, Reichsbankbeamter, Lutterothstrasse 4, ✉ 19	[511, 1164, 821, 1193]
directory-entry: Jaenson, Nils L., Konsulats-Attaché, Bornstrasse 16, ✉ 13	[834, 375, 1141, 404]
directory-entry: JaeggiWwe, Anna, Finkenau 15, ✉ 22	[188, 1080, 408, 1094]
directory-entry: Jagmann, D., Arbtr., Peterstr. 44, H. 4, ✉3	[1157, 375, 1403, 390]
directory-entry: Jäkle, Aug., Tapetenhdlg., ☎IV,7502, Barmb., am Markt 8b, ✉ 22	[511, 430, 766, 460]
header-rule	[182, 168, 1477, 171]
directory-entry: von Jagemann —	[834, 1559, 933, 1574]
directory-entry: — Ernst, Friseur, Hammerdeich 128	[1157, 1136, 1371, 1151]
directory-entry: Jaensch, H., ¹/F* M. Lehmann & Jaensch, Magdalenenstr. 32, ✉ 13	[834, 205, 1117, 235]
directory-entry: — Rich., Laternenarbtr., Wetkenstr. 1, ✉9	[511, 995, 755, 1010]
margin-dashed-line	[0, 1210, 140, 1212]
directory-entry: — Conrad, Mitgl. d. deutschen Schauspielh., Hammerstr. 16, ✉ 23	[1157, 896, 1420, 925]
directory-entry: — Carl, ¹/F* Seligsohn & MendelsonNachf., ☎ VI, 1088, Schlüterstr. 62, ✉ 13	[834, 939, 1129, 968]
directory-entry: — H., Schuhm., Barmbeckerstr. 148, H. 1	[511, 967, 756, 982]
directory-entry: Jähnchen, E. M., Arbtr., Sartoriusstr. 28	[188, 1206, 422, 1221]
directory-entry: — G., Kaufm., Parkallee 11, ✉ 37	[834, 967, 1028, 982]
directory-entry: Jänsch, Fritz, Stallwärter, Grindelberg6/7, H. 6, ✉ 37	[834, 178, 1128, 207]
directory-entry: Jagolski, Hans, Polizeibeamter, Schubertstrasse 10, ✉ 21	[1157, 417, 1461, 446]
directory-entry: Jänicke, Alb., Gärtner, Bardenweg 7, ✉ 35	[511, 1023, 758, 1038]
page-footer	[182, 2030, 1477, 2060]
